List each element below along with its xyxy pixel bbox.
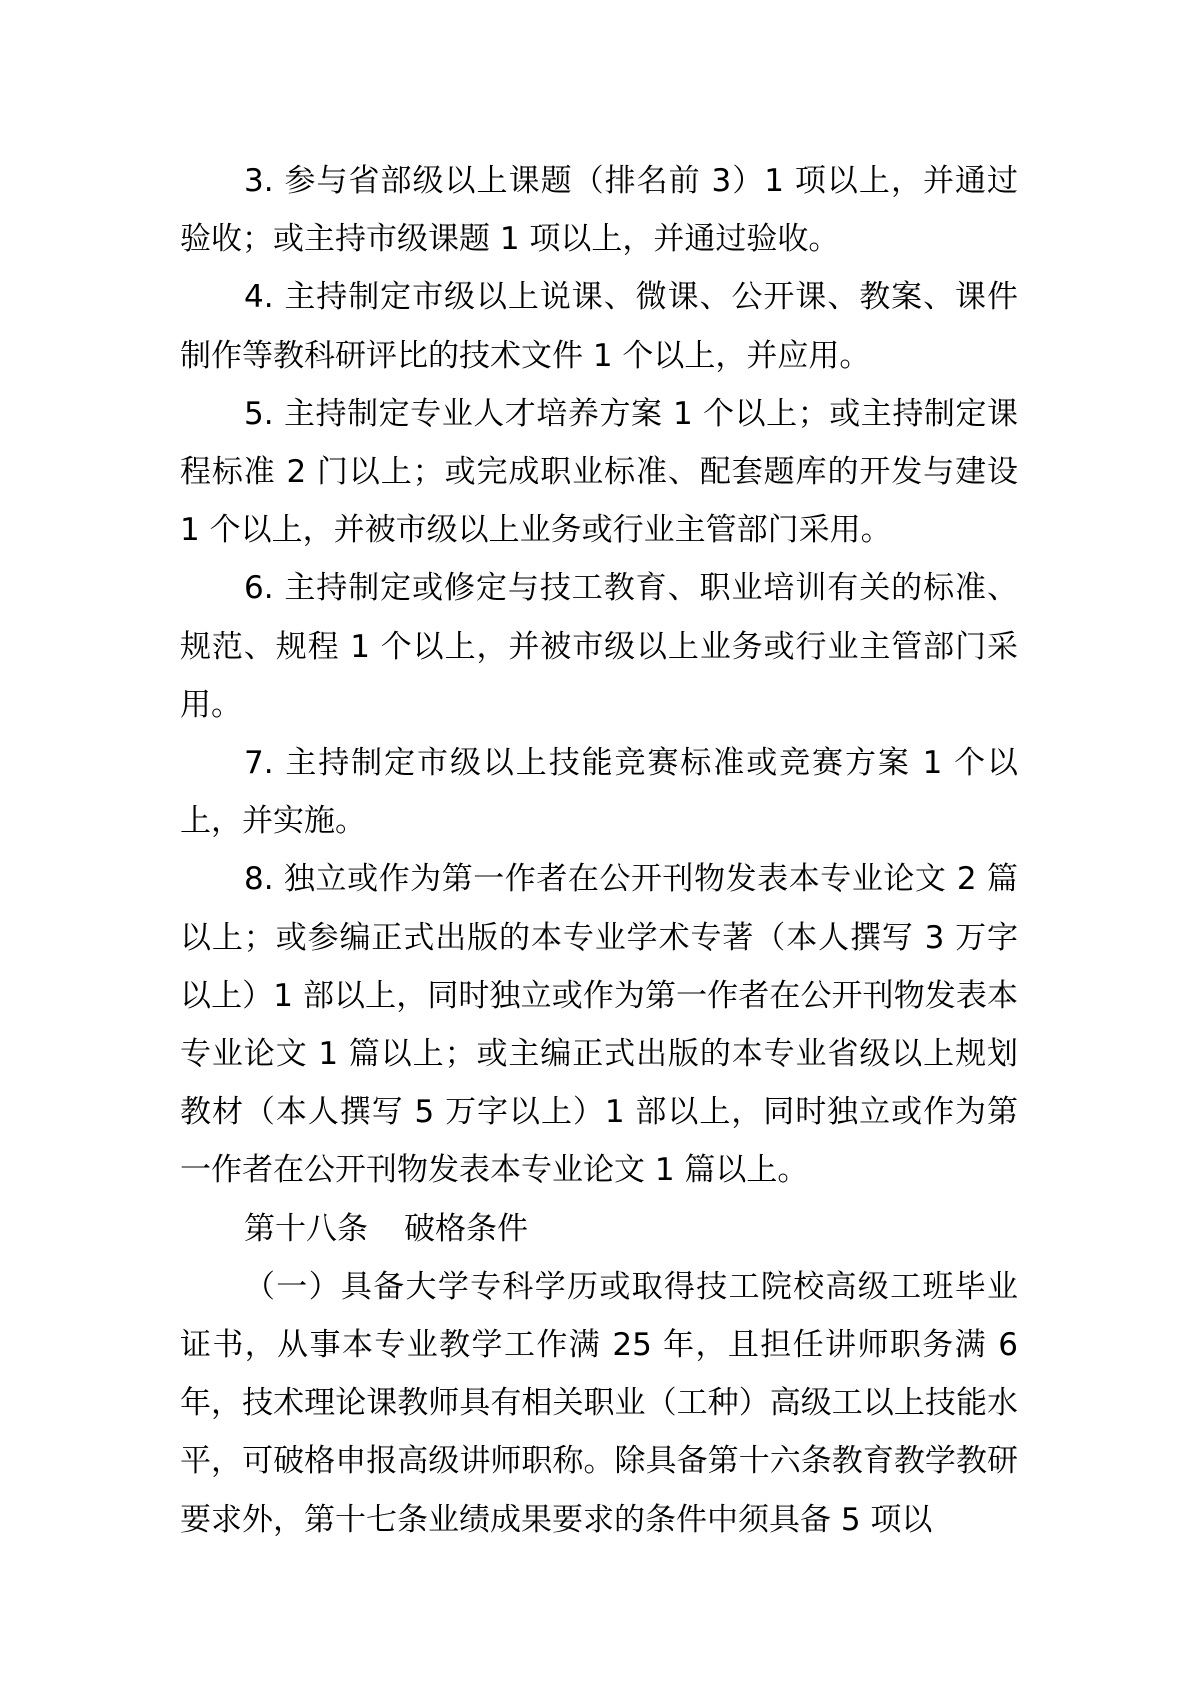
article-title: 破格条件 (404, 1210, 528, 1247)
requirement-item-6: 6. 主持制定或修定与技工教育、职业培训有关的标准、规范、规程 1 个以上，并被市级以上业务或行业主管部门采用。 (180, 570, 1018, 723)
clause-1: （一）具备大学专科学历或取得技工院校高级工班毕业证书，从事本专业教学工作满 25 年，且担任讲师职务满 6 年，技术理论课教师具有相关职业（工种）高级工以上技能水平，可破格申报高级讲师职称。除具备第十六条教育教学教研要求外，第十七条业绩成果要求的条件中须具备 5 项以 (180, 1268, 1018, 1538)
requirement-item-7: 7. 主持制定市级以上技能竞赛标准或竞赛方案 1 个以上，并实施。 (180, 745, 1018, 840)
requirement-item-8: 8. 独立或作为第一作者在公开刊物发表本专业论文 2 篇以上；或参编正式出版的本专业学术专著（本人撰写 3 万字以上）1 部以上，同时独立或作为第一作者在公开刊物发表本专业论文 1 篇以上；或主编正式出版的本专业省级以上规划教材（本人撰写 5 万字以上）1 部以上，同时独立或作为第一作者在公开刊物发表本专业论文 1 篇以上。 (180, 861, 1018, 1189)
requirement-item-5: 5. 主持制定专业人才培养方案 1 个以上；或主持制定课程标准 2 门以上；或完成职业标准、配套题库的开发与建设 1 个以上，并被市级以上业务或行业主管部门采用。 (180, 395, 1018, 549)
section-heading (180, 1200, 1018, 1258)
requirement-item-4: 4. 主持制定市级以上说课、微课、公开课、教案、课件制作等教科研评比的技术文件 1 个以上，并应用。 (180, 279, 1018, 374)
requirement-item-3: 3. 参与省部级以上课题（排名前 3）1 项以上，并通过验收；或主持市级课题 1 项以上，并通过验收。 (180, 163, 1018, 258)
article-number: 第十八条 (244, 1210, 368, 1247)
document-page (180, 152, 1018, 1549)
